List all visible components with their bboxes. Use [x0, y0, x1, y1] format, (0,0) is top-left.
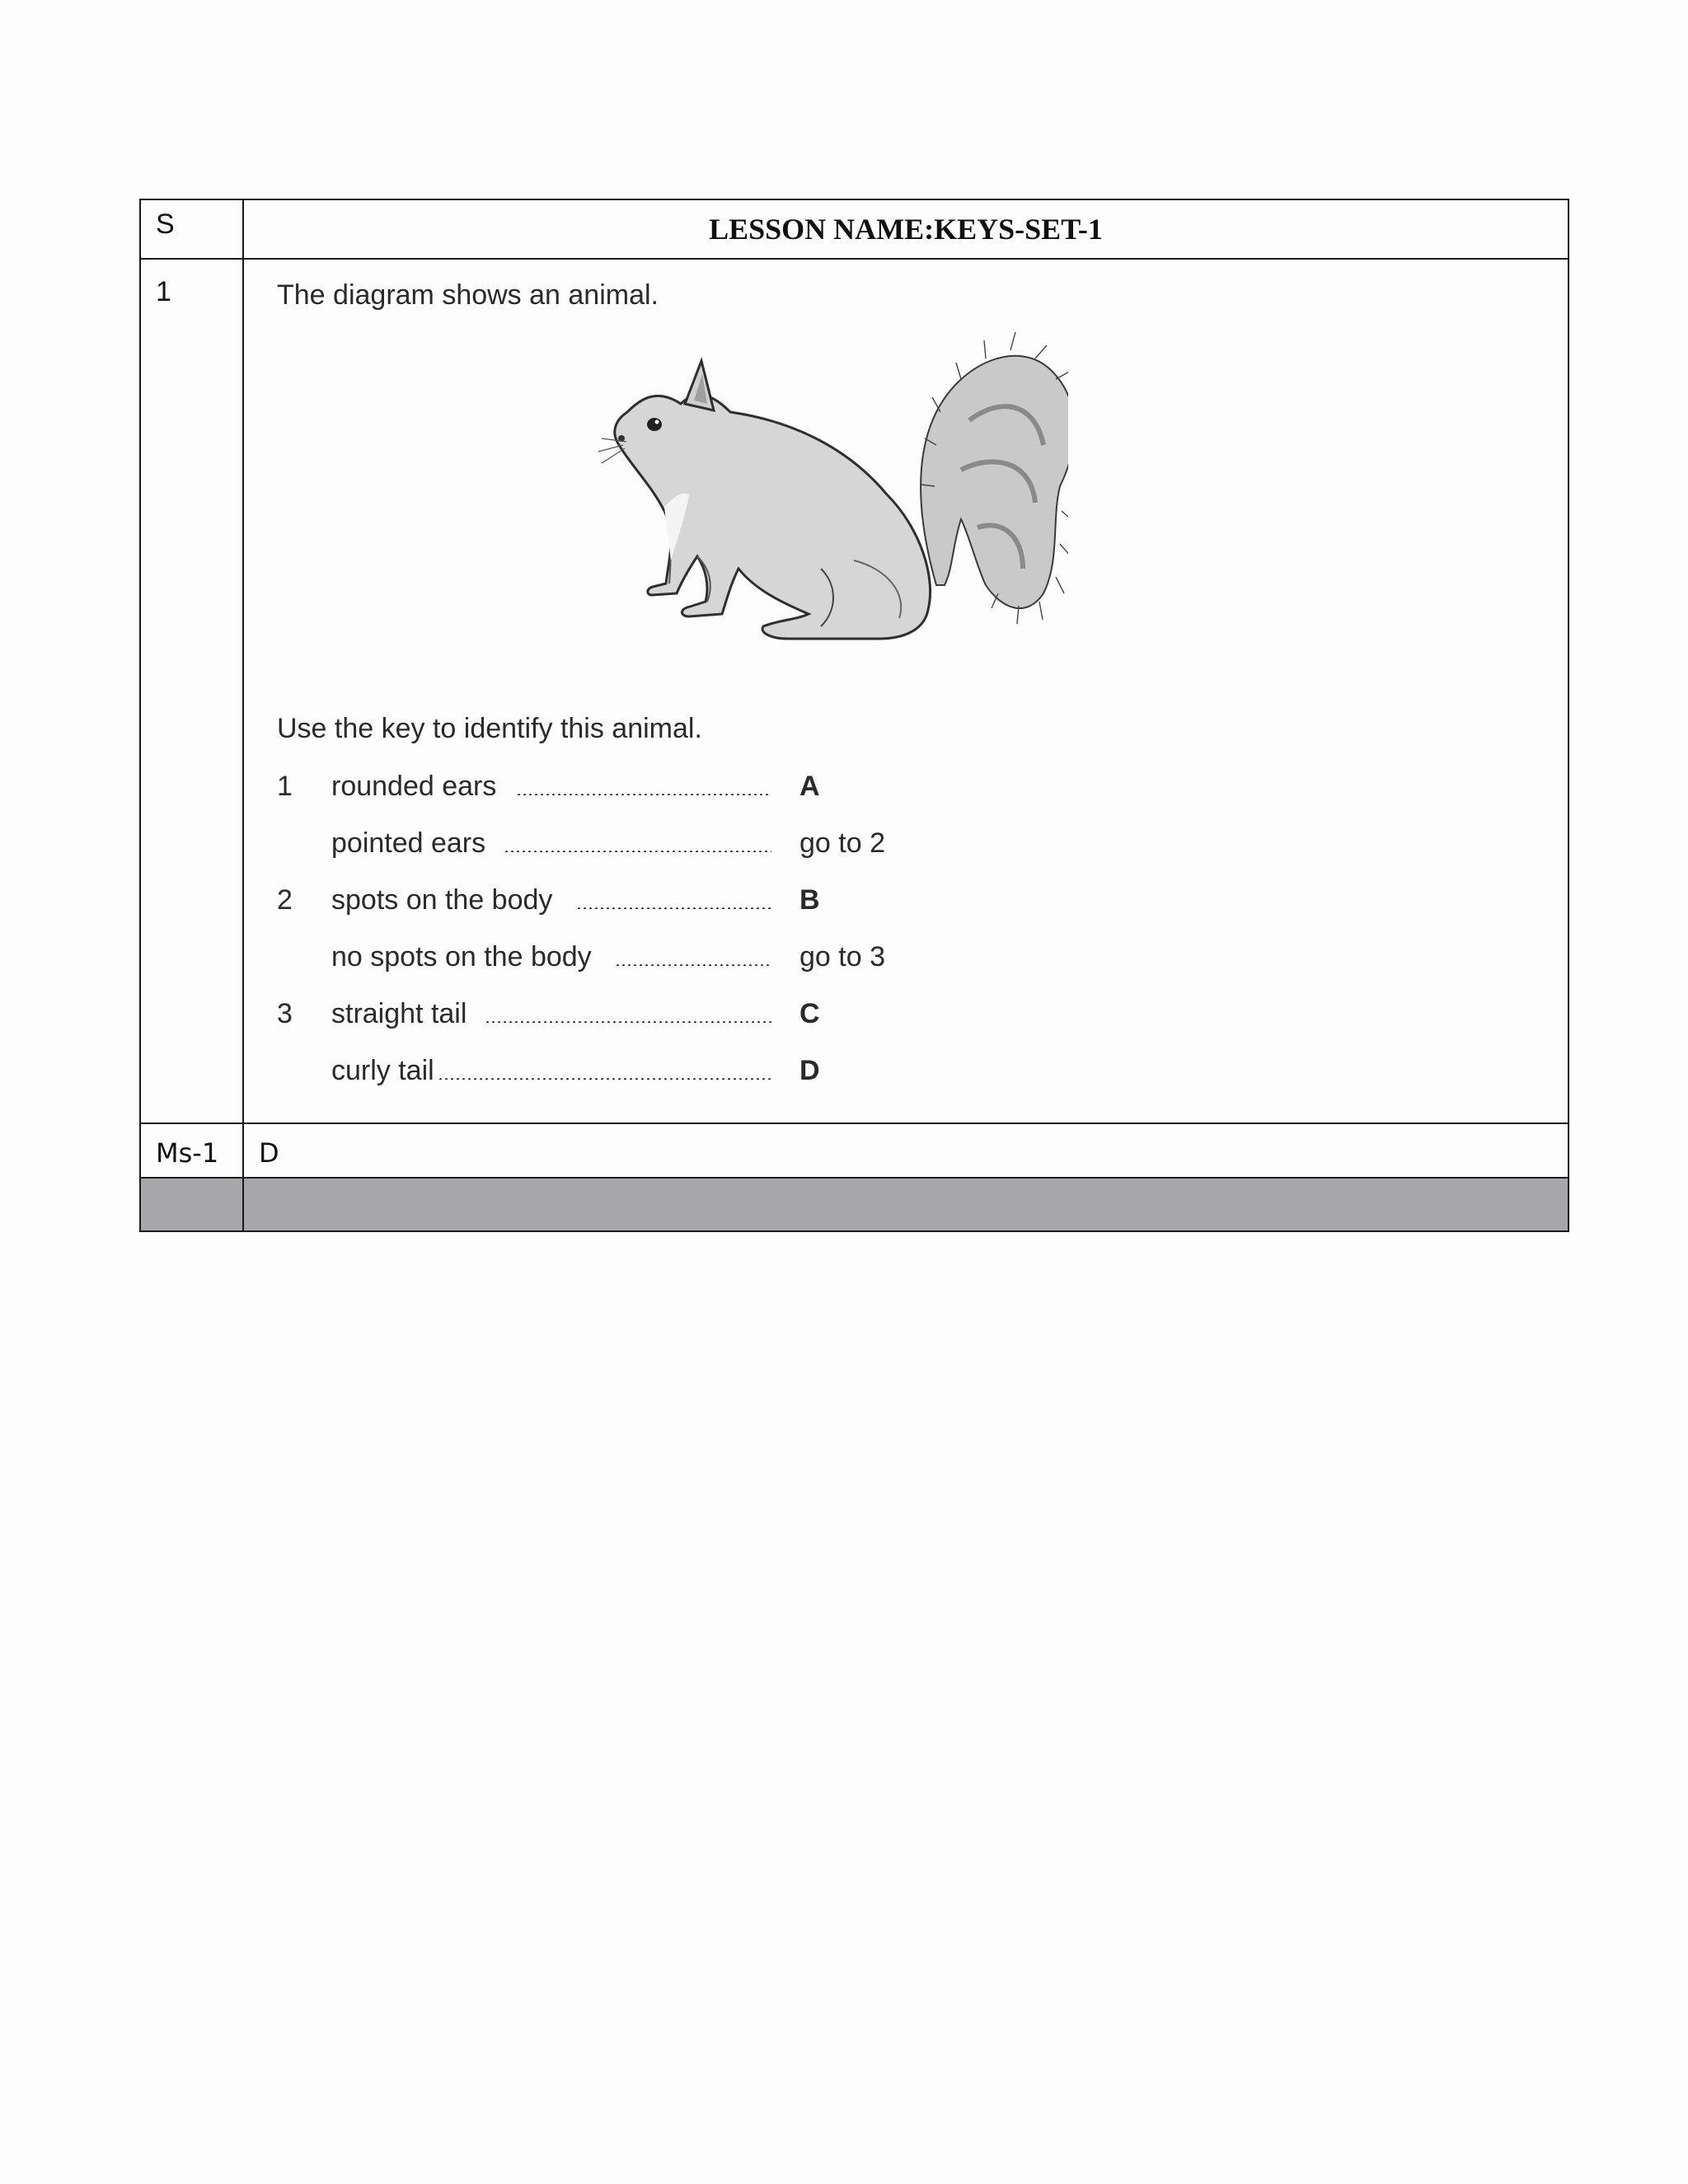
key-outcome: C — [799, 998, 820, 1029]
mark-scheme-label: Ms-1 — [140, 1123, 243, 1178]
mark-scheme-answer: D — [243, 1123, 1568, 1178]
grey-cell-left — [140, 1178, 243, 1231]
key-description: spots on the body — [331, 884, 553, 916]
squirrel-illustration — [574, 321, 1068, 709]
key-description: pointed ears — [331, 827, 486, 859]
leader-dots — [504, 851, 771, 852]
key-outcome: B — [799, 884, 820, 916]
header-s-label: S — [140, 199, 243, 259]
key-number: 2 — [277, 884, 293, 916]
question-cell — [243, 259, 1568, 1123]
key-row-5 — [277, 998, 1035, 1033]
key-row-1 — [277, 771, 1035, 805]
key-row-2 — [277, 827, 1035, 862]
question-number: 1 — [140, 259, 243, 1123]
key-outcome: go to 2 — [799, 827, 885, 859]
key-description: no spots on the body — [331, 941, 592, 972]
grey-cell-right — [243, 1178, 1568, 1231]
question-row — [140, 259, 1568, 1123]
leader-dots — [516, 794, 771, 795]
key-number: 1 — [277, 771, 293, 802]
leader-dots — [485, 1021, 771, 1023]
question-intro: The diagram shows an animal. — [277, 279, 659, 311]
header-row — [140, 199, 1568, 259]
lesson-title: LESSON NAME:KEYS-SET-1 — [243, 199, 1568, 259]
key-outcome: go to 3 — [799, 941, 885, 972]
mark-scheme-row — [140, 1123, 1568, 1178]
key-outcome: D — [799, 1055, 820, 1086]
key-description: rounded ears — [331, 771, 497, 802]
key-outcome: A — [799, 771, 820, 802]
key-number: 3 — [277, 998, 293, 1029]
grey-footer-row — [140, 1178, 1568, 1231]
leader-dots — [615, 964, 771, 966]
leader-dots — [576, 907, 771, 909]
key-description: straight tail — [331, 998, 467, 1029]
leader-dots — [438, 1078, 771, 1080]
key-row-6 — [277, 1055, 1035, 1090]
question-instruction: Use the key to identify this animal. — [277, 713, 702, 744]
key-row-3 — [277, 884, 1035, 919]
key-row-4 — [277, 941, 1035, 976]
key-description: curly tail — [331, 1055, 434, 1086]
lesson-table — [139, 199, 1569, 1232]
